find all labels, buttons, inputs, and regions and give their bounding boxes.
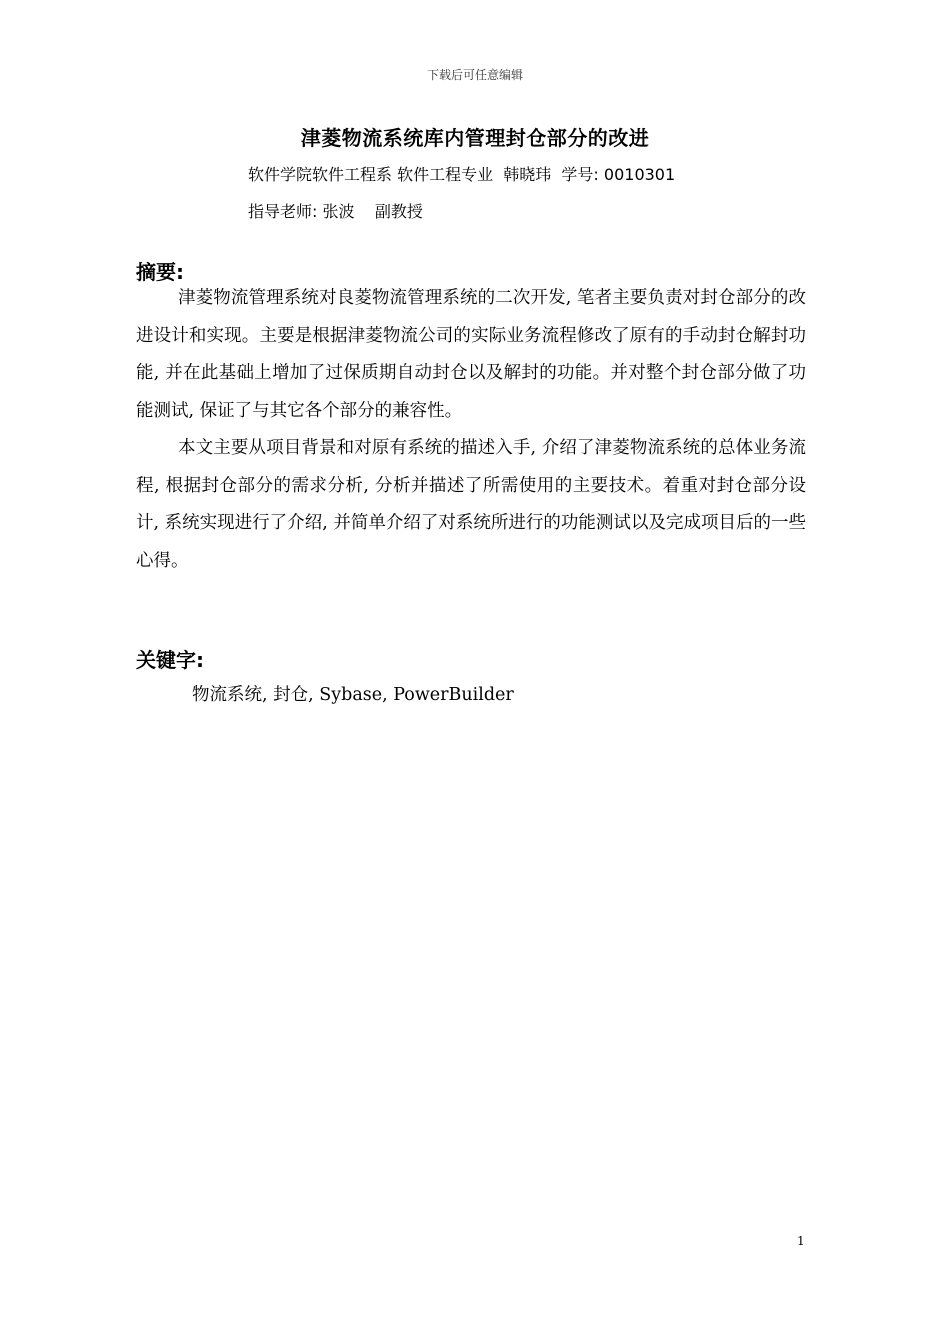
abstract-body xyxy=(136,280,806,580)
header-note: 下载后可任意编辑 xyxy=(426,68,523,82)
author-info: 软件学院软件工程系 软件工程专业 韩晓玮 学号: 0010301 xyxy=(248,165,676,184)
document-title: 津菱物流系统库内管理封仓部分的改进 xyxy=(300,126,650,150)
abstract-heading: 摘要: xyxy=(136,260,184,284)
page-number: 1 xyxy=(797,1234,805,1248)
keywords-text: 物流系统, 封仓, Sybase, PowerBuilder xyxy=(192,685,514,705)
keywords-heading: 关键字: xyxy=(136,648,204,672)
abstract-paragraph: 本文主要从项目背景和对原有系统的描述入手, 介绍了津菱物流系统的总体业务流程, 根据封仓部分的需求分析, 分析并描述了所需使用的主要技术。着重对封仓部分设计, 系统实现进行了介绍, 并简单介绍了对系统所进行的功能测试以及完成项目后的一些心得。 xyxy=(136,438,806,571)
advisor-info: 指导老师: 张波 副教授 xyxy=(248,202,423,221)
abstract-paragraph: 津菱物流管理系统对良菱物流管理系统的二次开发, 笔者主要负责对封仓部分的改进设计和实现。主要是根据津菱物流公司的实际业务流程修改了原有的手动封仓解封功能, 并在此基础上增加了过保质期自动封仓以及解封的功能。并对整个封仓部分做了功能测试, 保证了与其它各个部分的兼容性。 xyxy=(136,288,806,421)
